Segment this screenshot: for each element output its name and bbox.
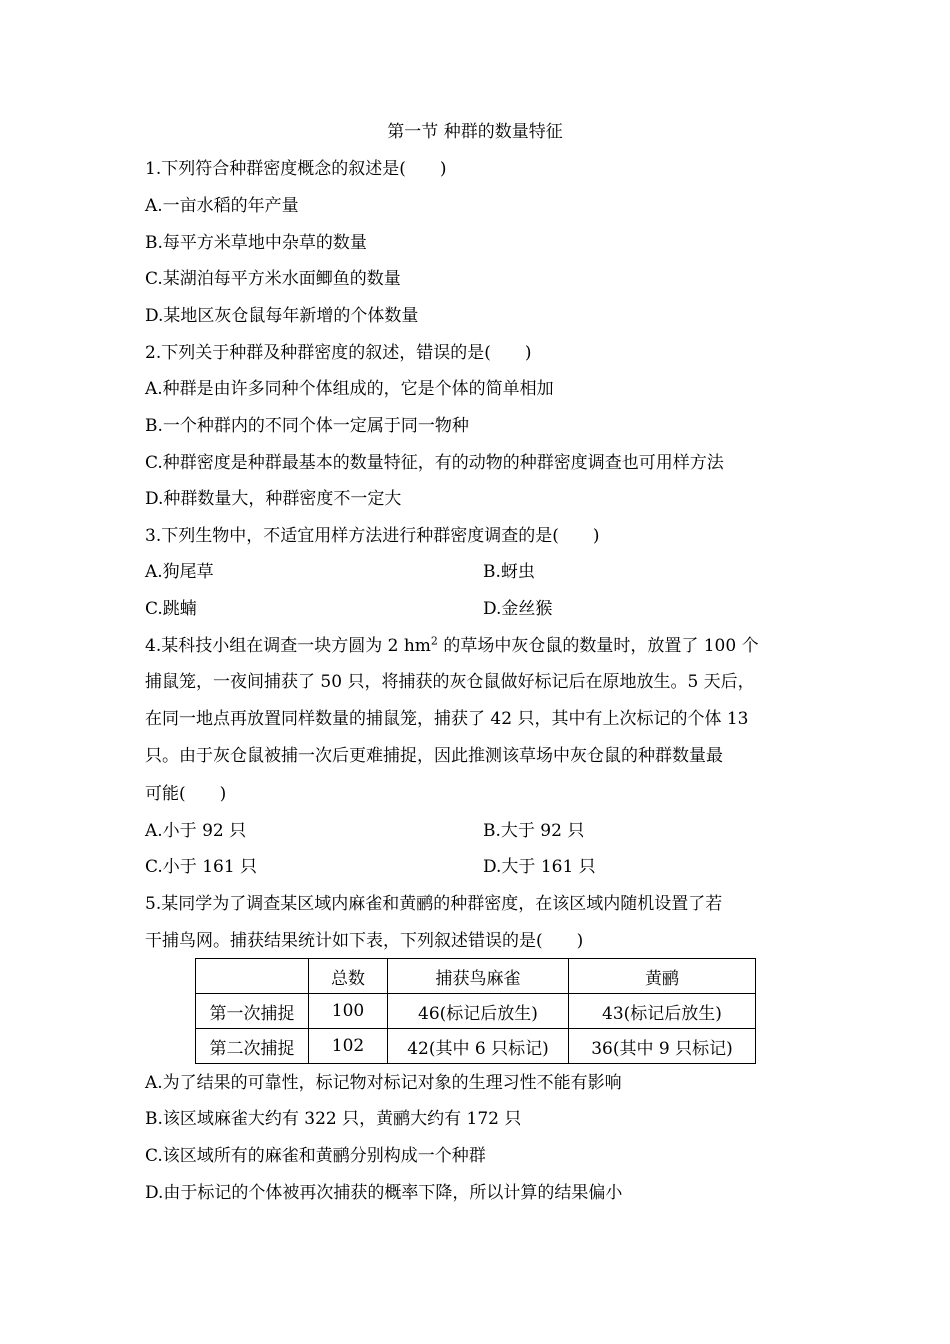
q4-option-c: C.小于 161 只 <box>145 857 258 877</box>
q4-line1-part1: 4.某科技小组在调查一块方圆为 2 hm <box>145 636 431 656</box>
table-header-row <box>196 959 756 994</box>
table-cell: 42(其中 6 只标记) <box>388 1029 569 1064</box>
q2-option-d: D.种群数量大，种群密度不一定大 <box>145 489 402 509</box>
table-cell: 第一次捕捉 <box>196 994 309 1029</box>
q2-option-c: C.种群密度是种群最基本的数量特征，有的动物的种群密度调查也可用样方法 <box>145 453 724 473</box>
q4-stem-line4: 只。由于灰仓鼠被捕一次后更难捕捉，因此推测该草场中灰仓鼠的种群数量最 <box>145 746 723 766</box>
q5-option-a: A.为了结果的可靠性，标记物对标记对象的生理习性不能有影响 <box>145 1073 622 1093</box>
q5-option-c: C.该区域所有的麻雀和黄鹂分别构成一个种群 <box>145 1146 486 1166</box>
q1-option-d: D.某地区灰仓鼠每年新增的个体数量 <box>145 306 419 326</box>
table-cell: 100 <box>309 994 388 1029</box>
q1-option-c: C.某湖泊每平方米水面鲫鱼的数量 <box>145 269 401 289</box>
q4-stem-line3: 在同一地点再放置同样数量的捕鼠笼，捕获了 42 只，其中有上次标记的个体 13 <box>145 709 749 729</box>
q3-option-b: B.蚜虫 <box>483 562 535 582</box>
q4-stem-line5: 可能( ) <box>145 784 227 804</box>
q3-stem: 3.下列生物中，不适宜用样方法进行种群密度调查的是( ) <box>145 526 600 546</box>
q4-option-a: A.小于 92 只 <box>145 821 247 841</box>
q5-option-b: B.该区域麻雀大约有 322 只，黄鹂大约有 172 只 <box>145 1109 522 1129</box>
q1-option-a: A.一亩水稻的年产量 <box>145 196 299 216</box>
page-title: 第一节 种群的数量特征 <box>387 122 563 142</box>
q3-option-c: C.跳蝻 <box>145 599 197 619</box>
q2-option-b: B.一个种群内的不同个体一定属于同一物种 <box>145 416 469 436</box>
q2-option-a: A.种群是由许多同种个体组成的，它是个体的简单相加 <box>145 379 554 399</box>
q4-option-d: D.大于 161 只 <box>483 857 596 877</box>
table-cell: 第二次捕捉 <box>196 1029 309 1064</box>
q4-stem-line1 <box>145 631 759 656</box>
q3-option-a: A.狗尾草 <box>145 562 214 582</box>
q5-stem-line1: 5.某同学为了调查某区域内麻雀和黄鹂的种群密度，在该区域内随机设置了若 <box>145 894 723 914</box>
capture-results-table <box>195 958 756 1064</box>
table-cell: 43(标记后放生) <box>569 994 756 1029</box>
table-cell: 36(其中 9 只标记) <box>569 1029 756 1064</box>
q2-stem: 2.下列关于种群及种群密度的叙述，错误的是( ) <box>145 343 532 363</box>
q5-stem-line2: 干捕鸟网。捕获结果统计如下表，下列叙述错误的是( ) <box>145 931 584 951</box>
q3-option-d: D.金丝猴 <box>483 599 553 619</box>
q4-option-b: B.大于 92 只 <box>483 821 585 841</box>
table-header-cell: 总数 <box>309 959 388 994</box>
table-header-cell: 捕获鸟麻雀 <box>388 959 569 994</box>
q1-option-b: B.每平方米草地中杂草的数量 <box>145 233 367 253</box>
table-cell: 102 <box>309 1029 388 1064</box>
q4-stem-line2: 捕鼠笼，一夜间捕获了 50 只，将捕获的灰仓鼠做好标记后在原地放生。5 天后， <box>145 672 755 692</box>
q5-option-d: D.由于标记的个体被再次捕获的概率下降，所以计算的结果偏小 <box>145 1183 623 1203</box>
q4-superscript: 2 <box>430 634 438 648</box>
table-header-cell: 黄鹂 <box>569 959 756 994</box>
table-header-cell <box>196 959 309 994</box>
q4-line1-part2: 的草场中灰仓鼠的数量时，放置了 100 个 <box>437 636 759 656</box>
table-row <box>196 994 756 1029</box>
q1-stem: 1.下列符合种群密度概念的叙述是( ) <box>145 159 447 179</box>
table-cell: 46(标记后放生) <box>388 994 569 1029</box>
table-row <box>196 1029 756 1064</box>
